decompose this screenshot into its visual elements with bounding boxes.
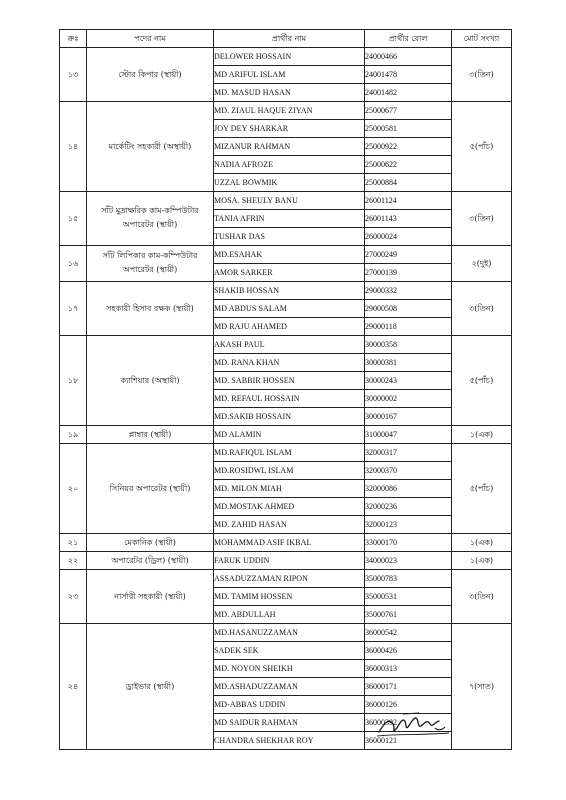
- table-row: [60, 246, 512, 264]
- post-name-cell: [87, 102, 214, 192]
- serial-cell: ১৮: [60, 336, 87, 426]
- total-count-cell: ৫(পাঁচ): [452, 336, 512, 426]
- post-name-cell: [87, 570, 214, 624]
- candidate-name-cell: TANIA AFRIN: [214, 210, 365, 228]
- candidate-name-cell: MD.MOSTAK AHMED: [214, 498, 365, 516]
- header-candidate-name: প্রার্থীর নাম: [214, 30, 365, 48]
- candidate-name-cell: MD.ASHADUZZAMAN: [214, 678, 365, 696]
- roll-number-cell: 27000249: [365, 246, 452, 264]
- roll-number-cell: 32000317: [365, 444, 452, 462]
- roll-number-cell: 36000542: [365, 624, 452, 642]
- candidate-name-cell: UZZAL BOWMIK: [214, 174, 365, 192]
- table-row: [60, 570, 512, 588]
- table-row: [60, 624, 512, 642]
- roll-number-cell: 25000922: [365, 138, 452, 156]
- roll-number-cell: 34000023: [365, 552, 452, 570]
- candidate-name-cell: MD ALAMIN: [214, 426, 365, 444]
- serial-cell: ২১: [60, 534, 87, 552]
- candidate-table: [59, 29, 512, 750]
- roll-number-cell: 25000622: [365, 156, 452, 174]
- serial-cell: ১৫: [60, 192, 87, 246]
- table-row: [60, 534, 512, 552]
- total-count-cell: ৩(তিন): [452, 282, 512, 336]
- table-row: [60, 48, 512, 66]
- candidate-name-cell: SADEK SEK: [214, 642, 365, 660]
- candidate-name-cell: JOY DEY SHARKAR: [214, 120, 365, 138]
- roll-number-cell: 30000358: [365, 336, 452, 354]
- header-total: মোট সংখ্যা: [452, 30, 512, 48]
- post-name-cell: [87, 534, 214, 552]
- candidate-name-cell: MD SAIDUR RAHMAN: [214, 714, 365, 732]
- roll-number-cell: 32000086: [365, 480, 452, 498]
- roll-number-cell: 36000426: [365, 642, 452, 660]
- serial-cell: ২৩: [60, 570, 87, 624]
- table-row: [60, 552, 512, 570]
- roll-number-cell: 36000313: [365, 660, 452, 678]
- serial-cell: ১৯: [60, 426, 87, 444]
- candidate-name-cell: MD. MASUD HASAN: [214, 84, 365, 102]
- post-name: প্লাম্বার (স্থায়ী): [128, 429, 172, 439]
- candidate-name-cell: MD RAJU AHAMED: [214, 318, 365, 336]
- post-name-cell: [87, 552, 214, 570]
- post-name-cell: [87, 246, 214, 282]
- post-name: সহকারী হিসাব রক্ষক (স্থায়ী): [106, 303, 194, 313]
- total-count-cell: ১(এক): [452, 426, 512, 444]
- post-name: সিনিয়র অপারেটর (স্থায়ী): [109, 483, 191, 493]
- candidate-name-cell: MIZANUR RAHMAN: [214, 138, 365, 156]
- candidate-name-cell: TUSHAR DAS: [214, 228, 365, 246]
- post-name: নার্সারী সহকারী (স্থায়ী): [114, 591, 186, 601]
- table-body: [60, 48, 512, 750]
- post-name: সাঁট লিপিকার কাম-কম্পিউটার অপারেটর (স্থায়ী): [102, 251, 198, 274]
- table-row: [60, 426, 512, 444]
- candidate-name-cell: MD. MILON MIAH: [214, 480, 365, 498]
- roll-number-cell: 36000121: [365, 732, 452, 750]
- header-row: [60, 30, 512, 48]
- total-count-cell: ৩(তিন): [452, 570, 512, 624]
- post-name: মেকানিক (স্থায়ী): [124, 537, 176, 547]
- serial-cell: ১৭: [60, 282, 87, 336]
- candidate-name-cell: MD-ABBAS UDDIN: [214, 696, 365, 714]
- roll-number-cell: 30000002: [365, 390, 452, 408]
- post-name: ক্যাশিয়ার (অস্থায়ী): [120, 375, 180, 385]
- post-name: অপারেটর (ড্রিল) (স্থায়ী): [111, 555, 189, 565]
- post-name-cell: [87, 624, 214, 750]
- roll-number-cell: 36000392: [365, 714, 452, 732]
- header-post: পদের নাম: [87, 30, 214, 48]
- roll-number-cell: 24000466: [365, 48, 452, 66]
- candidate-name-cell: FARUK UDDIN: [214, 552, 365, 570]
- roll-number-cell: 31000047: [365, 426, 452, 444]
- roll-number-cell: 30000243: [365, 372, 452, 390]
- candidate-name-cell: MD. TAMIM HOSSEN: [214, 588, 365, 606]
- post-name-cell: [87, 48, 214, 102]
- roll-number-cell: 24001482: [365, 84, 452, 102]
- total-count-cell: ৭(সাত): [452, 624, 512, 750]
- serial-cell: ১৬: [60, 246, 87, 282]
- roll-number-cell: 32000236: [365, 498, 452, 516]
- candidate-name-cell: MD. REFAUL HOSSAIN: [214, 390, 365, 408]
- roll-number-cell: 26000024: [365, 228, 452, 246]
- roll-number-cell: 35000783: [365, 570, 452, 588]
- roll-number-cell: 33000170: [365, 534, 452, 552]
- candidate-name-cell: MOHAMMAD ASIF IKBAL: [214, 534, 365, 552]
- candidate-name-cell: MD ABDUS SALAM: [214, 300, 365, 318]
- total-count-cell: ২(দুই): [452, 246, 512, 282]
- candidate-name-cell: NADIA AFROZE: [214, 156, 365, 174]
- post-name-cell: [87, 192, 214, 246]
- roll-number-cell: 25000677: [365, 102, 452, 120]
- candidate-name-cell: AKASH PAUL: [214, 336, 365, 354]
- total-count-cell: ১(এক): [452, 534, 512, 552]
- candidate-name-cell: DELOWER HOSSAIN: [214, 48, 365, 66]
- roll-number-cell: 25000581: [365, 120, 452, 138]
- candidate-name-cell: MD. NOYON SHEIKH: [214, 660, 365, 678]
- candidate-name-cell: CHANDRA SHEKHAR ROY: [214, 732, 365, 750]
- total-count-cell: ৩(তিন): [452, 192, 512, 246]
- header-roll: প্রার্থীর রোল: [365, 30, 452, 48]
- signature: [375, 708, 455, 742]
- post-name-cell: [87, 282, 214, 336]
- post-name-cell: [87, 336, 214, 426]
- serial-cell: ২৪: [60, 624, 87, 750]
- roll-number-cell: 26001143: [365, 210, 452, 228]
- total-count-cell: ৫(পাঁচ): [452, 444, 512, 534]
- candidate-name-cell: MD. ZIAUL HAQUE ZIYAN: [214, 102, 365, 120]
- candidate-name-cell: MD. ZAHID HASAN: [214, 516, 365, 534]
- total-count-cell: ৫(পাঁচ): [452, 102, 512, 192]
- candidate-name-cell: MD. RANA KHAN: [214, 354, 365, 372]
- candidate-name-cell: MOSA. SHEULY BANU: [214, 192, 365, 210]
- post-name: সাঁট মুদ্রাক্ষরিক কাম-কম্পিউটার অপারেটর (স্থায়ী): [101, 206, 199, 229]
- serial-cell: ২০: [60, 444, 87, 534]
- candidate-name-cell: MD ARIFUL ISLAM: [214, 66, 365, 84]
- candidate-name-cell: MD. SABBIR HOSSEN: [214, 372, 365, 390]
- candidate-name-cell: SHAKIB HOSSAN: [214, 282, 365, 300]
- candidate-name-cell: MD.ESAHAK: [214, 246, 365, 264]
- post-name-cell: [87, 426, 214, 444]
- roll-number-cell: 24001478: [365, 66, 452, 84]
- post-name: স্টোর কিপার (স্থায়ী): [118, 69, 182, 79]
- total-count-cell: ১(এক): [452, 552, 512, 570]
- candidate-name-cell: MD.ROSIDWL ISLAM: [214, 462, 365, 480]
- table-row: [60, 282, 512, 300]
- roll-number-cell: 25000884: [365, 174, 452, 192]
- roll-number-cell: 29000332: [365, 282, 452, 300]
- candidate-name-cell: AMOR SARKER: [214, 264, 365, 282]
- roll-number-cell: 29000508: [365, 300, 452, 318]
- table-row: [60, 444, 512, 462]
- roll-number-cell: 36000171: [365, 678, 452, 696]
- table-row: [60, 102, 512, 120]
- table-row: [60, 336, 512, 354]
- roll-number-cell: 27000139: [365, 264, 452, 282]
- table-row: [60, 192, 512, 210]
- total-count-cell: ৩(তিন): [452, 48, 512, 102]
- roll-number-cell: 35000761: [365, 606, 452, 624]
- candidate-name-cell: ASSADUZZAMAN RIPON: [214, 570, 365, 588]
- serial-cell: ১৪: [60, 102, 87, 192]
- roll-number-cell: 29000118: [365, 318, 452, 336]
- roll-number-cell: 32000123: [365, 516, 452, 534]
- roll-number-cell: 35000531: [365, 588, 452, 606]
- roll-number-cell: 36000126: [365, 696, 452, 714]
- candidate-name-cell: MD. ABDULLAH: [214, 606, 365, 624]
- roll-number-cell: 30000167: [365, 408, 452, 426]
- roll-number-cell: 30000381: [365, 354, 452, 372]
- candidate-name-cell: MD.SAKIB HOSSAIN: [214, 408, 365, 426]
- post-name: মার্কেটিং সহকারী (অস্থায়ী): [108, 141, 192, 151]
- roll-number-cell: 26001124: [365, 192, 452, 210]
- serial-cell: ১৩: [60, 48, 87, 102]
- candidate-name-cell: MD.HASANUZZAMAN: [214, 624, 365, 642]
- serial-cell: ২২: [60, 552, 87, 570]
- candidate-name-cell: MD.RAFIQUL ISLAM: [214, 444, 365, 462]
- roll-number-cell: 32000370: [365, 462, 452, 480]
- header-serial: ক্রঃ: [60, 30, 87, 48]
- post-name: ড্রাইভার (স্থায়ী): [125, 681, 175, 691]
- post-name-cell: [87, 444, 214, 534]
